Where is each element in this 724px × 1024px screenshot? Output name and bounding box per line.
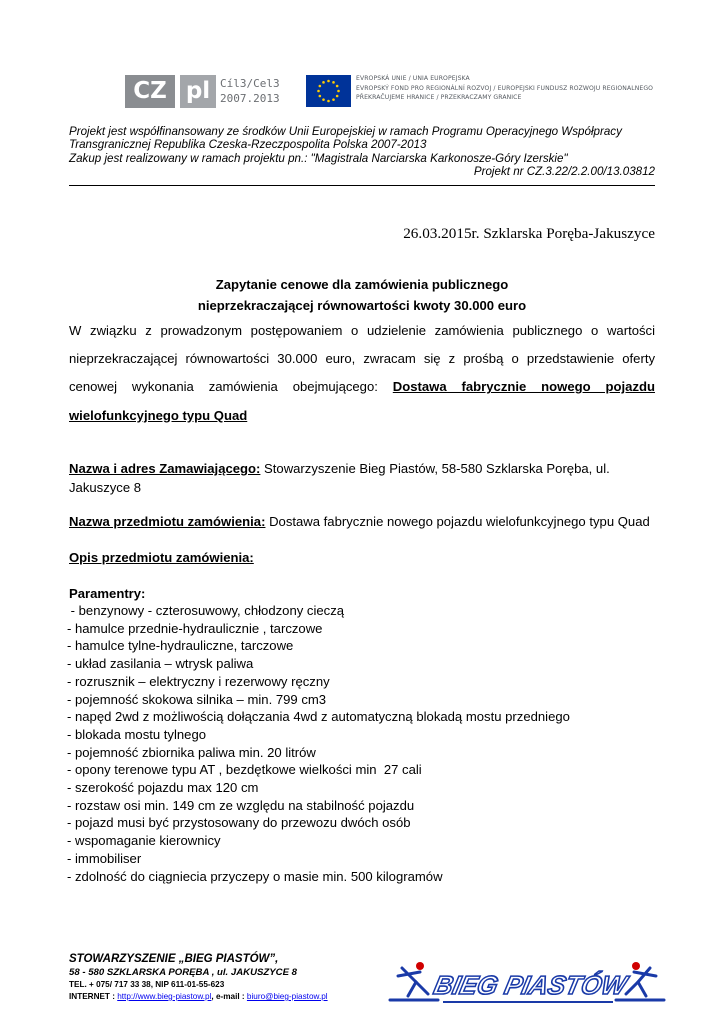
eu-star-icon bbox=[322, 98, 325, 101]
list-item: - zdolność do ciągniecia przyczepy o masie min. 500 kilogramów bbox=[67, 868, 443, 884]
contractor-label: Nazwa i adres Zamawiającego: bbox=[69, 461, 261, 476]
list-item: - napęd 2wd z możliwością dołączania 4wd z automatyczną blokadą mostu przedniego bbox=[67, 709, 570, 725]
eu-star-icon bbox=[319, 85, 322, 88]
eu-star-icon bbox=[322, 81, 325, 84]
eu-text-line-3: PŘEKRAČUJEME HRANICE / PRZEKRACZAMY GRANICE bbox=[356, 94, 522, 101]
eu-text bbox=[356, 74, 654, 103]
subject-value: Dostawa fabrycznie nowego pojazdu wielofunkcyjnego typu Quad bbox=[265, 514, 650, 529]
list-item: - rozstaw osi min. 149 cm ze względu na stabilność pojazdu bbox=[67, 797, 415, 813]
date-place: 26.03.2015r. Szklarska Poręba-Jakuszyce bbox=[403, 225, 655, 242]
eu-star-icon bbox=[317, 90, 320, 93]
footer-internet-label: INTERNET : bbox=[69, 992, 118, 1001]
logo-text: BIEG PIASTÓW bbox=[431, 970, 630, 1000]
email-link[interactable]: biuro@bieg-piastow.pl bbox=[246, 992, 328, 1001]
logo-cil-text bbox=[220, 76, 280, 106]
footer-phone: TEL. + 075/ 717 33 38, NIP 611-01-55-623 bbox=[69, 980, 225, 989]
footer-internet bbox=[69, 991, 389, 1003]
eu-star-icon bbox=[332, 98, 335, 101]
contractor-section bbox=[69, 459, 629, 497]
list-item: - pojazd musi być przystosowany do przewozu dwóch osób bbox=[67, 815, 411, 831]
logo-pl-box: pl bbox=[180, 75, 216, 108]
project-info-line-3: Zakup jest realizowany w ramach projektu pn.: "Magistrala Narciarska Karkonosze-Góry Izerskie" bbox=[69, 151, 568, 165]
subject-label: Nazwa przedmiotu zamówienia: bbox=[69, 514, 266, 529]
project-info-line-1: Projekt jest współfinansowany ze środków Unii Europejskiej w ramach Programu Operacyjnego Współpracy bbox=[69, 125, 622, 138]
eu-star-icon bbox=[337, 90, 340, 93]
list-item: - układ zasilania – wtrysk paliwa bbox=[67, 656, 254, 672]
project-info bbox=[69, 125, 655, 179]
project-info-line-2: Transgranicznej Republika Czeska-Rzeczpospolita Polska 2007-2013 bbox=[69, 138, 427, 152]
list-item: - immobiliser bbox=[67, 850, 142, 866]
list-item: - blokada mostu tylnego bbox=[67, 726, 207, 742]
params-list bbox=[67, 602, 570, 885]
document-title-line-2: nieprzekraczającej równowartości kwoty 30.000 euro bbox=[197, 298, 527, 313]
intro-subject: Dostawa fabrycznie nowego pojazdu wielofunkcyjnego typu Quad bbox=[69, 379, 655, 423]
list-item: - szerokość pojazdu max 120 cm bbox=[67, 780, 259, 796]
project-number: Projekt nr CZ.3.22/2.2.00/13.03812 bbox=[473, 165, 655, 179]
list-item: - hamulce tylne-hydrauliczne, tarczowe bbox=[67, 638, 294, 654]
eu-star-icon bbox=[327, 100, 330, 103]
eu-star-icon bbox=[336, 85, 339, 88]
eu-star-icon bbox=[336, 95, 339, 98]
eu-star-icon bbox=[327, 80, 330, 83]
eu-text-line-2: EVROPSKÝ FOND PRO REGIONÁLNÍ ROZVOJ / EUROPEJSKI FUNDUSZ ROZWOJU REGIONALNEGO bbox=[356, 84, 654, 92]
czpl-program-logo bbox=[125, 75, 280, 110]
footer-org-name: STOWARZYSZENIE „BIEG PIASTÓW”, bbox=[69, 953, 279, 965]
contractor-value: Stowarzyszenie Bieg Piastów, 58-580 Szklarska Poręba, ul. Jakuszyce 8 bbox=[69, 461, 610, 495]
list-item: - hamulce przednie-hydraulicznie , tarczowe bbox=[67, 620, 323, 636]
footer-contact bbox=[69, 952, 389, 1003]
list-item: - pojemność zbiornika paliwa min. 20 litrów bbox=[67, 744, 316, 760]
intro-paragraph bbox=[69, 317, 655, 430]
intro-text: W związku z prowadzonym postępowaniem o udzielenie zamówienia publicznego o wartości nieprzekraczającej równowartości 30.000 euro, zwracam się z prośbą o przedstawienie oferty cenowej wykonania zamówienia obejmującego: bbox=[69, 323, 655, 395]
logo-cz-box: CZ bbox=[125, 75, 175, 108]
website-link[interactable]: http://www.bieg-piastow.pl bbox=[117, 992, 212, 1001]
skier-left-icon bbox=[390, 962, 438, 1000]
logo-cil-line2: 2007.2013 bbox=[220, 92, 280, 105]
description-heading: Opis przedmiotu zamówienia: bbox=[69, 550, 254, 565]
list-item: - wspomaganie kierownicy bbox=[67, 833, 221, 849]
params-heading: Paramentry: bbox=[69, 586, 146, 601]
document-title-line-1: Zapytanie cenowe dla zamówienia publicznego bbox=[215, 277, 509, 292]
eu-text-line-1: EVROPSKÁ UNIE / UNIA EUROPEJSKA bbox=[356, 75, 470, 82]
list-item: - pojemność skokowa silnika – min. 799 cm3 bbox=[67, 691, 327, 707]
subject-section bbox=[69, 512, 669, 531]
header-divider bbox=[69, 185, 655, 186]
eu-star-icon bbox=[319, 95, 322, 98]
footer-email-label: , e-mail : bbox=[211, 992, 247, 1001]
eu-flag-icon bbox=[306, 75, 351, 107]
footer-address: 58 - 580 SZKLARSKA PORĘBA , ul. JAKUSZYCE 8 bbox=[69, 967, 297, 978]
list-item: - opony terenowe typu AT , bezdętkowe wielkości min 27 cali bbox=[67, 762, 422, 778]
bieg-piastow-logo bbox=[388, 958, 668, 1008]
list-item: - rozrusznik – elektryczny i rezerwowy ręczny bbox=[67, 673, 330, 689]
eu-star-icon bbox=[332, 81, 335, 84]
logo-cil-line1: Cíl3/Cel3 bbox=[220, 77, 280, 90]
list-item: - benzynowy - czterosuwowy, chłodzony cieczą bbox=[67, 603, 345, 618]
